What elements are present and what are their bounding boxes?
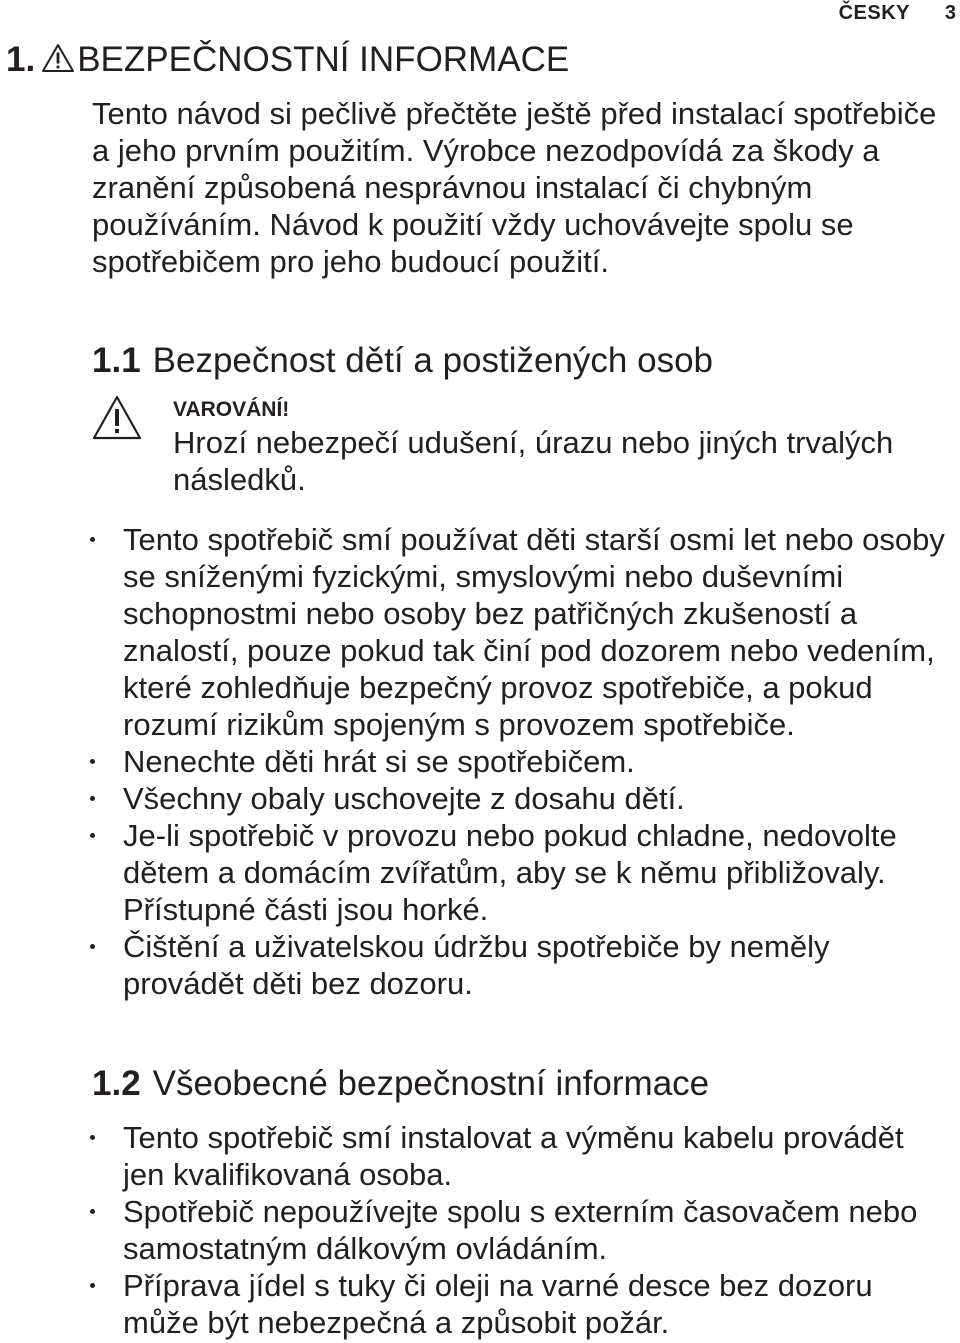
page-header — [760, 2, 960, 26]
section-1-1-heading — [92, 340, 713, 382]
warning-triangle-icon — [92, 395, 142, 441]
section-1-2-heading — [92, 1063, 709, 1105]
section-1-2-title: Všeobecné bezpečnostní informace — [152, 1064, 710, 1103]
child-safety-list — [0, 521, 960, 1002]
list-item: Příprava jídel s tuky či oleji na varné desce bez dozoru může být nebezpečná a způsobit požár. — [0, 1267, 960, 1341]
list-item: Je-li spotřebič v provozu nebo pokud chladne, nedovolte dětem a domácím zvířatům, aby se k němu přibližovaly. Přístupné části jsou horké. — [0, 817, 960, 928]
warning-label: VAROVÁNÍ! — [173, 398, 290, 421]
page-number: 3 — [944, 2, 956, 24]
warning-triangle-icon — [41, 43, 75, 73]
section-1-title: BEZPEČNOSTNÍ INFORMACE — [77, 40, 570, 79]
bullet-icon — [90, 759, 95, 764]
section-1-1-number: 1.1 — [92, 341, 141, 380]
list-item: Nenechte děti hrát si se spotřebičem. — [0, 743, 960, 780]
section-1-1-title: Bezpečnost dětí a postižených osob — [152, 341, 714, 380]
intro-paragraph: Tento návod si pečlivě přečtěte ještě před instalací spotřebiče a jeho prvním použitím. Výrobce nezodpovídá za škody a zranění způsobená nesprávnou instalací či chybným používáním. Návod k použití vždy uchovávejte spolu se spotřebičem pro jeho budoucí použití. — [92, 96, 937, 279]
general-safety-list — [0, 1119, 960, 1341]
list-item: Všechny obaly uschovejte z dosahu dětí. — [0, 780, 960, 817]
bullet-icon — [90, 796, 95, 801]
warning-text: Hrozí nebezpečí udušení, úrazu nebo jiných trvalých následků. — [173, 425, 894, 497]
bullet-icon — [90, 1209, 95, 1214]
bullet-icon — [90, 833, 95, 838]
bullet-icon — [90, 1283, 95, 1288]
bullet-icon — [90, 944, 95, 949]
section-1-number: 1. — [6, 40, 36, 79]
intro-text — [92, 95, 952, 280]
section-1-heading — [6, 38, 569, 82]
bullet-icon — [90, 537, 95, 542]
language-label: ČESKY — [838, 2, 910, 24]
list-item: Tento spotřebič smí instalovat a výměnu kabelu provádět jen kvalifikovaná osoba. — [0, 1119, 960, 1193]
list-item: Spotřebič nepoužívejte spolu s externím časovačem nebo samostatným dálkovým ovládáním. — [0, 1193, 960, 1267]
list-item: Čištění a uživatelskou údržbu spotřebiče by neměly provádět děti bez dozoru. — [0, 928, 960, 1002]
bullet-icon — [90, 1135, 95, 1140]
list-item: Tento spotřebič smí používat děti starší osmi let nebo osoby se sníženými fyzickými, smyslovými nebo duševními schopnostmi nebo osoby bez patřičných zkušeností a znalostí, pouze pokud tak činí pod dozorem nebo vedením, které zohledňuje bezpečný provoz spotřebiče, a pokud rozumí rizikům spojeným s provozem spotřebiče. — [0, 521, 960, 743]
section-1-2-number: 1.2 — [92, 1064, 141, 1103]
